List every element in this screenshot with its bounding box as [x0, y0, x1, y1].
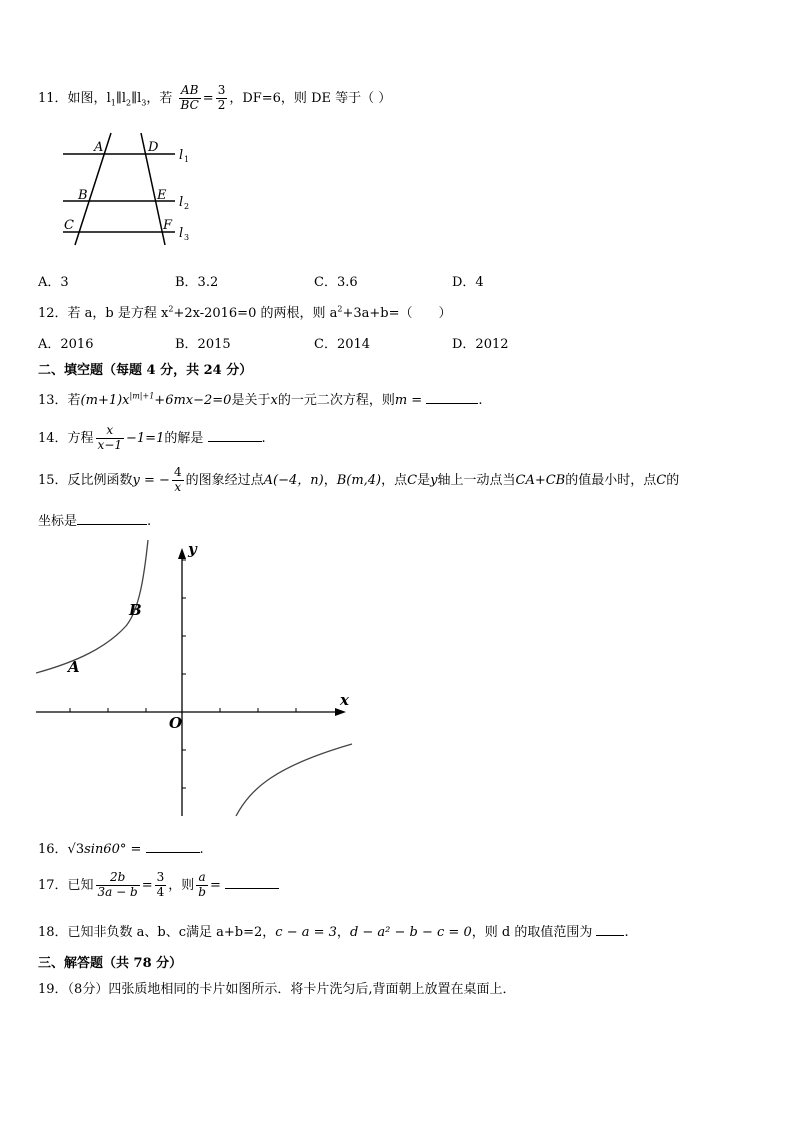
- q11-option-b[interactable]: B．3.2: [175, 275, 219, 290]
- question-19-stem: 19．（8分）四张质地相同的卡片如图所示．将卡片洗匀后,背面朝上放置在桌面上．: [38, 982, 516, 997]
- label-b: B: [78, 188, 88, 203]
- answer-blank-13[interactable]: [426, 393, 478, 404]
- q11-option-d[interactable]: D．4: [452, 275, 484, 290]
- curve-branch-right: [236, 744, 352, 816]
- parallel-lines-figure: [55, 125, 205, 250]
- y-axis-label: y: [188, 540, 197, 558]
- answer-blank-15[interactable]: [77, 514, 147, 525]
- q12-option-a[interactable]: A．2016: [38, 337, 94, 352]
- q11-option-a[interactable]: A．3: [38, 275, 69, 290]
- label-e: E: [157, 188, 167, 203]
- question-18-stem: 18．已知非负数 a、b、c满足 a+b=2，c − a = 3，d − a² − b − c = 0，则 d 的取值范围为 .: [38, 925, 629, 940]
- hyperbola-graph: [36, 538, 356, 820]
- question-14-stem: 14．方程 $\frac{x}{x-1}$ −1=1的解是 .: [38, 423, 266, 452]
- point-a-label: A: [68, 658, 80, 676]
- label-l3: l: [179, 226, 184, 241]
- question-15-stem: 15．反比例函数y = − $\frac{4}{x}$ 的图象经过点A(−4，n)，B(m,4)，点C是y轴上一动点当CA+CB的值最小时，点C的: [38, 465, 680, 494]
- q12-option-b[interactable]: B．2015: [175, 337, 231, 352]
- answer-blank-14[interactable]: [208, 431, 262, 442]
- question-17-stem: 17．已知 $\frac{2b}{3a - b}$ = $\frac{3}{4}$ ，则 $\frac{a}{b}$ =: [38, 871, 279, 900]
- label-l2: l: [179, 195, 184, 210]
- origin-label: O: [169, 714, 183, 732]
- label-l1: l: [179, 148, 184, 163]
- label-f: F: [163, 218, 173, 233]
- label-l1-sub: 1: [184, 155, 190, 164]
- label-c: C: [64, 218, 74, 233]
- ratio-ab-bc: $\frac{AB}{BC}$: [180, 83, 199, 112]
- question-12-stem: 12．若 a，b 是方程 $x^2+2x-2016=0$ 的两根，则 $a^2+3a+b=$（ ）: [38, 304, 452, 321]
- label-l2-sub: 2: [184, 202, 190, 211]
- label-l3-sub: 3: [184, 233, 190, 242]
- ratio-value: $\frac{3}{2}$: [217, 83, 226, 112]
- question-13-stem: 13．若$(m+1)x^{|m|+1}+6mx-2=0$是关于x的一元二次方程，则m = .: [38, 391, 483, 408]
- label-d: D: [148, 140, 159, 155]
- section-3-heading: 三、解答题（共 78 分）: [38, 956, 183, 971]
- answer-blank-17[interactable]: [225, 878, 279, 889]
- answer-blank-18[interactable]: [596, 925, 624, 936]
- answer-blank-16[interactable]: [146, 842, 200, 853]
- q11-option-c[interactable]: C．3.6: [314, 275, 358, 290]
- question-11-stem: 11．如图，$l_1\parallel l_2\parallel l_3$，若 $\frac{AB}{BC}$ = $\frac{3}{2}$ ，DF=6，则 DE 等于（ ）: [38, 83, 392, 112]
- section-2-heading: 二、填空题（每题 4 分，共 24 分）: [38, 363, 253, 378]
- q12-option-d[interactable]: D．2012: [452, 337, 509, 352]
- x-axis-label: x: [340, 691, 349, 709]
- point-b-label: B: [129, 601, 142, 619]
- question-15-line2: 坐标是 .: [38, 514, 152, 529]
- label-a: A: [94, 140, 104, 155]
- question-16-stem: 16．√3sin60° = .: [38, 842, 204, 857]
- q12-option-c[interactable]: C．2014: [314, 337, 371, 352]
